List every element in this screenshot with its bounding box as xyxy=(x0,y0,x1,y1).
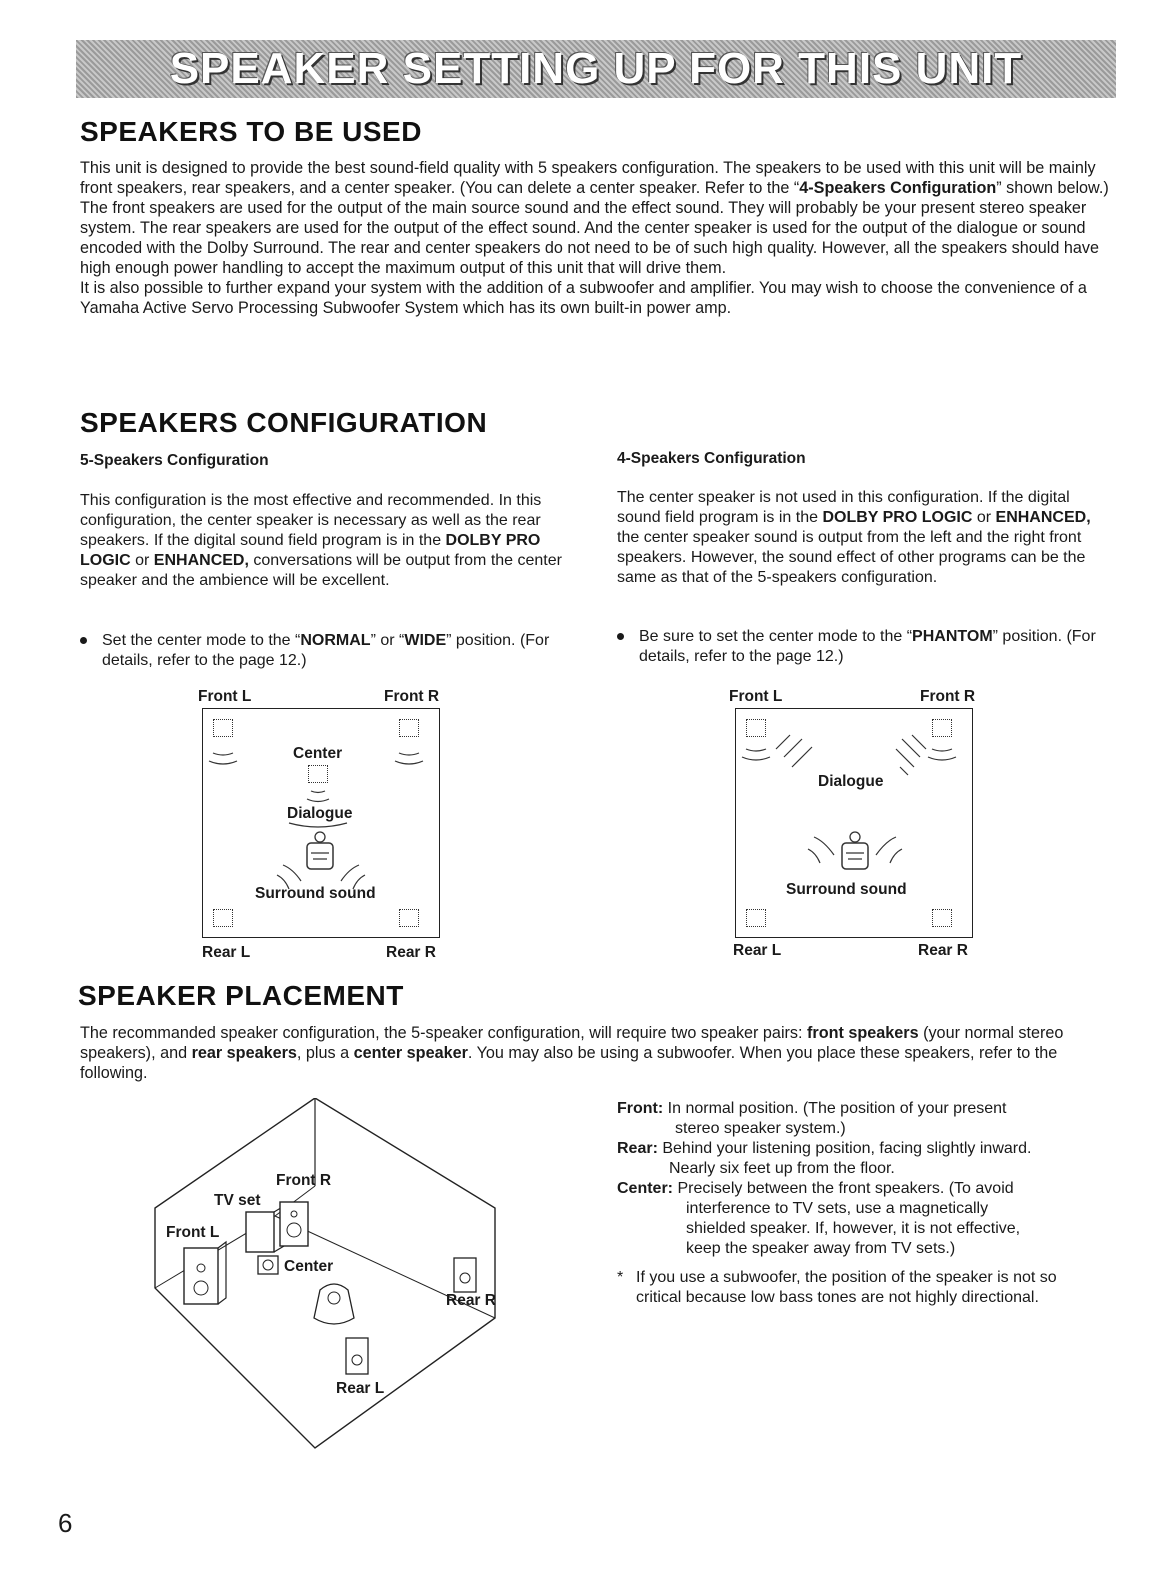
label-front-r: Front R xyxy=(276,1172,332,1189)
label-rear-l: Rear L xyxy=(202,944,251,961)
bullet-dot xyxy=(617,633,624,640)
label-surround-sound: Surround sound xyxy=(255,885,376,902)
heading-speakers-configuration: SPEAKERS CONFIGURATION xyxy=(80,407,488,438)
banner-title: SPEAKER SETTING UP FOR THIS UNIT xyxy=(169,44,1023,93)
paragraph-3: It is also possible to further expand your system with the addition of a subwoofer and amplifier. You may wish to choose the convenience of a Yamaha Active Servo Processing Subwoofer System which has its own built-in power amp. xyxy=(80,279,1087,317)
label-rear-r: Rear R xyxy=(918,942,968,959)
label-dialogue: Dialogue xyxy=(287,805,353,822)
label-front-l: Front L xyxy=(198,688,252,705)
speaker-rear-r-icon xyxy=(399,909,419,927)
list-item-center-cont: shielded speaker. If, however, it is not effective, xyxy=(686,1220,1021,1237)
label-surround-sound: Surround sound xyxy=(786,881,907,898)
list-item-rear: Rear: Behind your listening position, facing slightly inward. xyxy=(617,1140,1032,1157)
four-speakers-bullet: Be sure to set the center mode to the “PHANTOM” position. (For details, refer to the page 12.) xyxy=(617,627,1109,667)
speaker-rear-l-icon xyxy=(213,909,233,927)
label-center: Center xyxy=(293,745,343,762)
label-front-l: Front L xyxy=(166,1224,220,1241)
heading-speaker-placement: SPEAKER PLACEMENT xyxy=(78,980,404,1011)
room-box xyxy=(735,708,973,938)
room-isometric-icon xyxy=(150,1098,510,1458)
placement-intro: The recommanded speaker configuration, the 5-speaker configuration, will require two speaker pairs: front speakers (your normal stereo speakers), and rear speakers, plus a center speaker. You may also be using a subwoofer. When you place these speakers, refer to the following. xyxy=(80,1024,1064,1082)
label-front-r: Front R xyxy=(920,688,976,705)
four-speakers-title: 4-Speakers Configuration xyxy=(617,450,806,467)
five-speakers-description: This configuration is the most effective and recommended. In this configuration, the center speaker is necessary as well as the rear speakers. If the digital sound field program is in the DOLBY PRO LOGIC or ENHANCED, conversations will be output from the center speaker and the ambience will be excellent. xyxy=(80,492,562,589)
paragraph-1: This unit is designed to provide the best sound-field quality with 5 speakers configuration. The speakers to be used with this unit will be mainly front speakers, rear speakers, and a center speaker. (You can delete a center speaker. Refer to the “4-Speakers Configuration” shown below.) xyxy=(80,159,1109,197)
list-item-front-cont: stereo speaker system.) xyxy=(675,1120,846,1137)
subwoofer-note: If you use a subwoofer, the position of the speaker is not so critical because low bass tones are not highly directional. xyxy=(636,1269,1057,1306)
heading-speakers-to-be-used: SPEAKERS TO BE USED xyxy=(80,116,422,147)
label-front-r: Front R xyxy=(384,688,440,705)
label-rear-r: Rear R xyxy=(386,944,436,961)
five-speakers-bullet: Set the center mode to the “NORMAL” or “WIDE” position. (For details, refer to the page 12.) xyxy=(80,631,572,671)
label-center: Center xyxy=(284,1258,334,1275)
sound-waves-icon xyxy=(736,709,972,937)
bullet-dot xyxy=(80,637,87,644)
four-speakers-description: The center speaker is not used in this configuration. If the digital sound field program is in the DOLBY PRO LOGIC or ENHANCED, the center speaker sound is output from the left and the right front speakers. However, the sound effect of other programs can be the same as that of the 5-speakers configuration. xyxy=(617,489,1091,586)
label-tv-set: TV set xyxy=(214,1192,261,1209)
list-item-center-cont: keep the speaker away from TV sets.) xyxy=(686,1240,956,1257)
speaker-rear-r-icon xyxy=(932,909,952,927)
label-rear-l: Rear L xyxy=(733,942,782,959)
list-item-center: Center: Precisely between the front speakers. (To avoid xyxy=(617,1180,1014,1197)
label-dialogue: Dialogue xyxy=(818,773,884,790)
speakers-used-text xyxy=(80,158,1110,318)
label-rear-r: Rear R xyxy=(446,1292,496,1309)
paragraph-2: The front speakers are used for the output of the main source sound and the effect sound. They will probably be your present stereo speaker system. The rear speakers are used for the output of the effect sound. And the center speaker is used for the output of the dialogue or sound encoded with the Dolby Surround. The rear and center speakers do not need to be of such high quality. However, all the speakers should have high enough power handling to accept the maximum output of this unit that will drive them. xyxy=(80,199,1099,277)
speaker-rear-l-icon xyxy=(746,909,766,927)
label-rear-l: Rear L xyxy=(336,1380,385,1397)
five-speakers-title: 5-Speakers Configuration xyxy=(80,452,269,469)
page-number: 6 xyxy=(58,1508,73,1538)
label-front-l: Front L xyxy=(729,688,783,705)
list-item-center-cont: interference to TV sets, use a magnetically xyxy=(686,1200,989,1217)
list-item-rear-cont: Nearly six feet up from the floor. xyxy=(669,1160,895,1177)
list-item-front: Front: In normal position. (The position of your present xyxy=(617,1100,1007,1117)
room-box xyxy=(202,708,440,938)
section-banner xyxy=(76,40,1116,98)
note-star: * xyxy=(617,1269,624,1286)
